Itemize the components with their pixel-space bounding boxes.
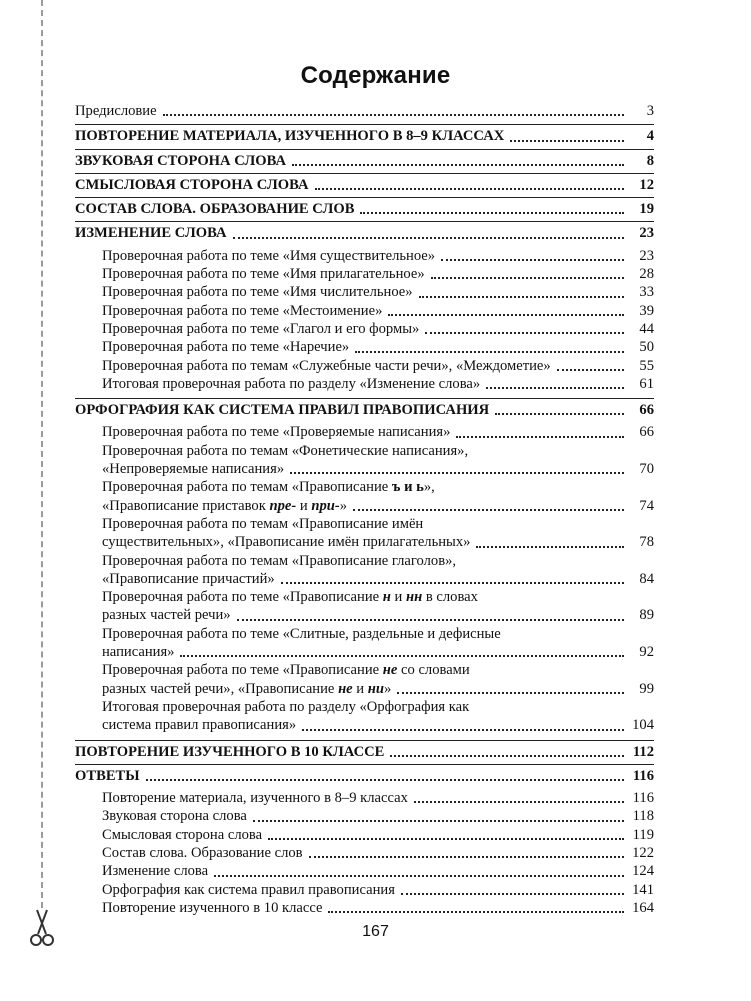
toc-entry-label-line2: разных частей речи» <box>102 607 231 624</box>
dot-leader <box>441 259 624 261</box>
toc-entry-answers-review-10[interactable] <box>75 899 654 917</box>
dot-leader <box>431 277 624 279</box>
toc-page-number: 66 <box>639 424 654 441</box>
toc-entry-final-change[interactable] <box>75 375 654 393</box>
toc-entry-test-verb[interactable] <box>75 320 654 338</box>
dot-leader <box>290 472 624 474</box>
toc-entry-label-line2: разных частей речи», «Правописание не и ни» <box>102 680 392 697</box>
toc-page-number: 104 <box>632 717 654 734</box>
dot-leader <box>390 755 624 757</box>
dot-leader <box>397 692 624 694</box>
toc-section-label: ЗВУКОВАЯ СТОРОНА СЛОВА <box>75 152 286 169</box>
toc-entry-label: Проверочная работа по теме «Проверяемые написания» <box>102 424 451 441</box>
toc-section-meaning[interactable] <box>75 173 654 194</box>
dot-leader <box>233 237 625 239</box>
toc-section-label: ПОВТОРЕНИЕ ИЗУЧЕННОГО В 10 КЛАССЕ <box>75 743 385 760</box>
toc-page-number: 118 <box>632 808 654 825</box>
page-title: Содержание <box>300 62 451 89</box>
toc-page-number: 116 <box>632 790 654 807</box>
toc-entry-label: Проверочная работа по теме «Имя существительное» <box>102 247 436 264</box>
dot-leader <box>237 619 624 621</box>
toc-section-change[interactable] <box>75 221 654 242</box>
toc-section-label: СОСТАВ СЛОВА. ОБРАЗОВАНИЕ СЛОВ <box>75 201 355 218</box>
toc-entry-ne-ni[interactable] <box>75 661 654 698</box>
toc-entry-label-line2: «Правописание причастий» <box>102 570 275 587</box>
toc-page-number: 50 <box>639 339 654 356</box>
toc-entry-test-noun[interactable] <box>75 247 654 265</box>
dot-leader <box>253 820 624 822</box>
toc-entry-test-numeral[interactable] <box>75 283 654 301</box>
dot-leader <box>146 779 624 781</box>
toc-entry-label-line1: Проверочная работа по теме «Правописание н и нн в словах <box>102 589 478 606</box>
toc-entry-preface[interactable] <box>75 102 654 120</box>
dot-leader <box>315 188 625 190</box>
cut-line <box>41 0 43 908</box>
toc-page-number: 19 <box>639 201 654 218</box>
dot-leader <box>214 875 624 877</box>
toc-section-review-10[interactable] <box>75 740 654 761</box>
dot-leader <box>163 114 624 116</box>
toc-page-number: 66 <box>639 402 654 419</box>
toc-entry-label: Состав слова. Образование слов <box>102 844 303 861</box>
toc-entry-phonetic-spellings[interactable] <box>75 442 654 479</box>
dot-leader <box>302 729 624 731</box>
toc-entry-label: Изменение слова <box>102 863 209 880</box>
toc-entry-test-adjective[interactable] <box>75 265 654 283</box>
toc-entry-answers-review[interactable] <box>75 789 654 807</box>
toc-section-label: СМЫСЛОВАЯ СТОРОНА СЛОВА <box>75 176 309 193</box>
toc-entry-label: Итоговая проверочная работа по разделу «Изменение слова» <box>102 375 481 392</box>
toc-page-number: 44 <box>639 320 654 337</box>
toc-entry-label-line1: Проверочная работа по темам «Правописание глаголов», <box>102 552 457 569</box>
toc-page-number: 92 <box>639 644 654 661</box>
toc-entry-test-adverb[interactable] <box>75 338 654 356</box>
toc-page-number: 39 <box>639 302 654 319</box>
toc-page-number: 70 <box>639 461 654 478</box>
toc-page-number: 33 <box>639 284 654 301</box>
toc-page-number: 84 <box>639 570 654 587</box>
toc-section-label: ИЗМЕНЕНИЕ СЛОВА <box>75 225 227 242</box>
toc-entry-answers-sound[interactable] <box>75 807 654 825</box>
toc-page-number: 28 <box>639 266 654 283</box>
dot-leader <box>360 212 624 214</box>
toc-section-answers[interactable] <box>75 764 654 785</box>
dot-leader <box>401 893 624 895</box>
toc-entry-test-function-words[interactable] <box>75 357 654 375</box>
toc-entry-label: Проверочная работа по теме «Имя прилагательное» <box>102 266 425 283</box>
toc-page-number: 99 <box>639 680 654 697</box>
toc-page-number: 74 <box>639 497 654 514</box>
toc-entry-label-line2: «Непроверяемые написания» <box>102 461 285 478</box>
dot-leader <box>388 314 624 316</box>
toc-page-number: 12 <box>639 176 654 193</box>
toc-entry-label: Орфография как система правил правописания <box>102 881 395 898</box>
dot-leader <box>419 296 624 298</box>
toc-entry-label-line1: Проверочная работа по темам «Правописание ъ и ь», <box>102 479 435 496</box>
toc-entry-test-pronoun[interactable] <box>75 302 654 320</box>
dot-leader <box>355 351 624 353</box>
toc-page-number: 89 <box>639 607 654 624</box>
toc-section-orthography[interactable] <box>75 398 654 419</box>
dot-leader <box>510 140 624 142</box>
toc-section-label: ОРФОГРАФИЯ КАК СИСТЕМА ПРАВИЛ ПРАВОПИСАНИЯ <box>75 402 490 419</box>
toc-page-number: 116 <box>632 767 654 784</box>
toc-section-composition[interactable] <box>75 197 654 218</box>
toc-section-label: ПОВТОРЕНИЕ МАТЕРИАЛА, ИЗУЧЕННОГО В 8–9 КЛАССАХ <box>75 128 505 145</box>
toc-page-number: 61 <box>639 375 654 392</box>
toc-entry-label: Повторение изученного в 10 классе <box>102 899 323 916</box>
page-number: 167 <box>362 923 389 940</box>
toc-page-number: 8 <box>646 152 654 169</box>
dot-leader <box>486 387 624 389</box>
dot-leader <box>557 369 624 371</box>
toc-entry-nouns-adjectives[interactable] <box>75 515 654 552</box>
toc-entry-label-line1: Проверочная работа по темам «Правописание имён <box>102 515 424 532</box>
dot-leader <box>309 856 624 858</box>
toc-page-number: 23 <box>639 225 654 242</box>
dot-leader <box>456 436 624 438</box>
dot-leader <box>180 655 624 657</box>
toc-page-number: 124 <box>632 863 654 880</box>
toc-entry-label-line1: Проверочная работа по темам «Фонетические написания», <box>102 442 469 459</box>
toc-entry-answers-composition[interactable] <box>75 844 654 862</box>
toc-entry-label: Смысловая сторона слова <box>102 826 263 843</box>
toc-page-number: 141 <box>632 881 654 898</box>
toc-entry-signs-prefixes[interactable] <box>75 478 654 515</box>
toc-entry-label: Проверочная работа по темам «Служебные части речи», «Междометие» <box>102 357 551 374</box>
toc-entry-label-line2: существительных», «Правописание имён прилагательных» <box>102 534 471 551</box>
toc-entry-label: Проверочная работа по теме «Имя числительное» <box>102 284 413 301</box>
toc-entry-label-line1: Итоговая проверочная работа по разделу «Орфография как <box>102 698 470 715</box>
toc-entry-label-line2: система правил правописания» <box>102 717 297 734</box>
toc-entry-label: Звуковая сторона слова <box>102 808 247 825</box>
toc-entry-checked-spellings[interactable] <box>75 423 654 441</box>
toc-section-review-8-9[interactable] <box>75 124 654 145</box>
table-of-contents <box>75 102 654 917</box>
dot-leader <box>353 509 624 511</box>
dot-leader <box>292 164 624 166</box>
toc-page-number: 78 <box>639 534 654 551</box>
toc-entry-label-line2: написания» <box>102 644 175 661</box>
toc-entry-label: Предисловие <box>75 103 157 119</box>
toc-entry-hyphenation[interactable] <box>75 625 654 662</box>
toc-entry-label-line1: Проверочная работа по теме «Правописание не со словами <box>102 662 470 679</box>
dot-leader <box>268 838 624 840</box>
toc-page-number: 4 <box>646 128 654 145</box>
toc-entry-label: Проверочная работа по теме «Местоимение» <box>102 302 383 319</box>
toc-entry-label: Проверочная работа по теме «Глагол и его формы» <box>102 320 420 337</box>
toc-page-number: 119 <box>632 826 654 843</box>
toc-entry-label-line2: «Правописание приставок пре- и при-» <box>102 497 348 514</box>
toc-page-number: 164 <box>632 899 654 916</box>
toc-entry-verbs-participles[interactable] <box>75 552 654 589</box>
toc-page-number: 23 <box>639 247 654 264</box>
toc-page-number: 122 <box>632 844 654 861</box>
toc-entry-n-nn[interactable] <box>75 588 654 625</box>
toc-section-sound[interactable] <box>75 149 654 170</box>
dot-leader <box>425 332 624 334</box>
toc-entry-label-line1: Проверочная работа по теме «Слитные, раздельные и дефисные <box>102 625 501 642</box>
toc-entry-label: Проверочная работа по теме «Наречие» <box>102 339 350 356</box>
dot-leader <box>476 546 624 548</box>
toc-entry-label: Повторение материала, изученного в 8–9 классах <box>102 790 408 807</box>
toc-entry-answers-change[interactable] <box>75 862 654 880</box>
toc-page-number: 112 <box>632 743 654 760</box>
toc-entry-answers-orthography[interactable] <box>75 881 654 899</box>
toc-page-number: 3 <box>646 103 654 119</box>
toc-section-label: ОТВЕТЫ <box>75 767 140 784</box>
dot-leader <box>495 413 624 415</box>
dot-leader <box>281 582 624 584</box>
toc-page-number: 55 <box>639 357 654 374</box>
toc-entry-final-orthography[interactable] <box>75 698 654 735</box>
toc-entry-answers-meaning[interactable] <box>75 826 654 844</box>
dot-leader <box>328 911 624 913</box>
dot-leader <box>414 801 624 803</box>
